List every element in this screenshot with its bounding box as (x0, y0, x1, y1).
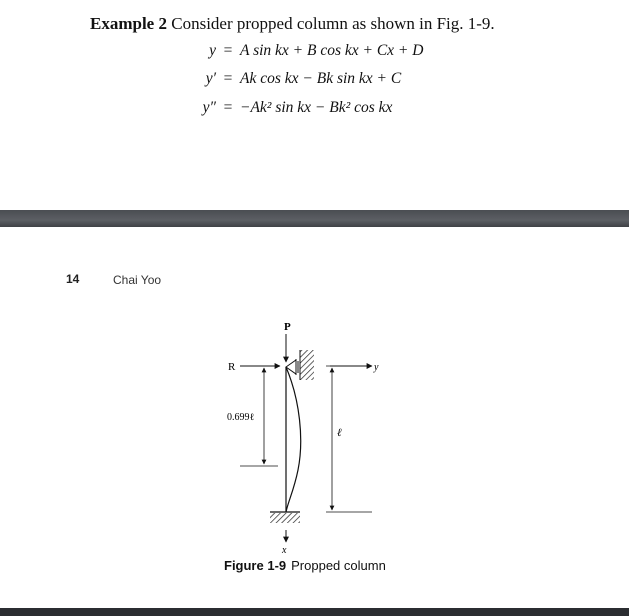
page-number: 14 (66, 272, 80, 286)
bottom-support-hatch (270, 513, 300, 523)
length-label: ℓ (337, 427, 342, 439)
equation-2: y′ = Ak cos kx − Bk sin kx + C (196, 70, 401, 88)
y-axis-label: y (374, 362, 379, 373)
page-separator (0, 210, 629, 227)
load-label: P (284, 321, 291, 333)
equation-3-lhs: y″ (202, 99, 216, 116)
running-head: Chai Yoo (113, 273, 162, 287)
equation-1-rhs: A sin kx + B cos kx + Cx + D (240, 42, 424, 59)
propped-column-diagram (200, 310, 390, 555)
example-heading (90, 14, 495, 34)
example-text: Consider propped column as shown in Fig. 1-9. (171, 14, 495, 33)
equation-1: y = A sin kx + B cos kx + Cx + D (196, 42, 423, 60)
bottom-taskbar (0, 608, 629, 616)
example-label: Example 2 (90, 14, 167, 33)
equation-1-lhs: y (209, 42, 216, 59)
equation-3-rhs: −Ak² sin kx − Bk² cos kx (240, 99, 393, 116)
reaction-label: R (228, 361, 236, 373)
equation-2-lhs: y′ (205, 70, 216, 87)
equation-2-rhs: Ak cos kx − Bk sin kx + C (240, 70, 402, 87)
figure-caption-label: Figure 1-9 (224, 558, 287, 573)
eff-length-label: 0.699ℓ (227, 412, 255, 423)
figure-caption-text: Propped column (291, 558, 386, 573)
top-page (0, 0, 629, 210)
column-buckled (286, 367, 301, 512)
top-wall-hatch (300, 350, 314, 380)
x-axis-label: x (282, 545, 287, 555)
figure-caption (224, 558, 386, 573)
equation-3: y″ = −Ak² sin kx − Bk² cos kx (196, 99, 392, 117)
